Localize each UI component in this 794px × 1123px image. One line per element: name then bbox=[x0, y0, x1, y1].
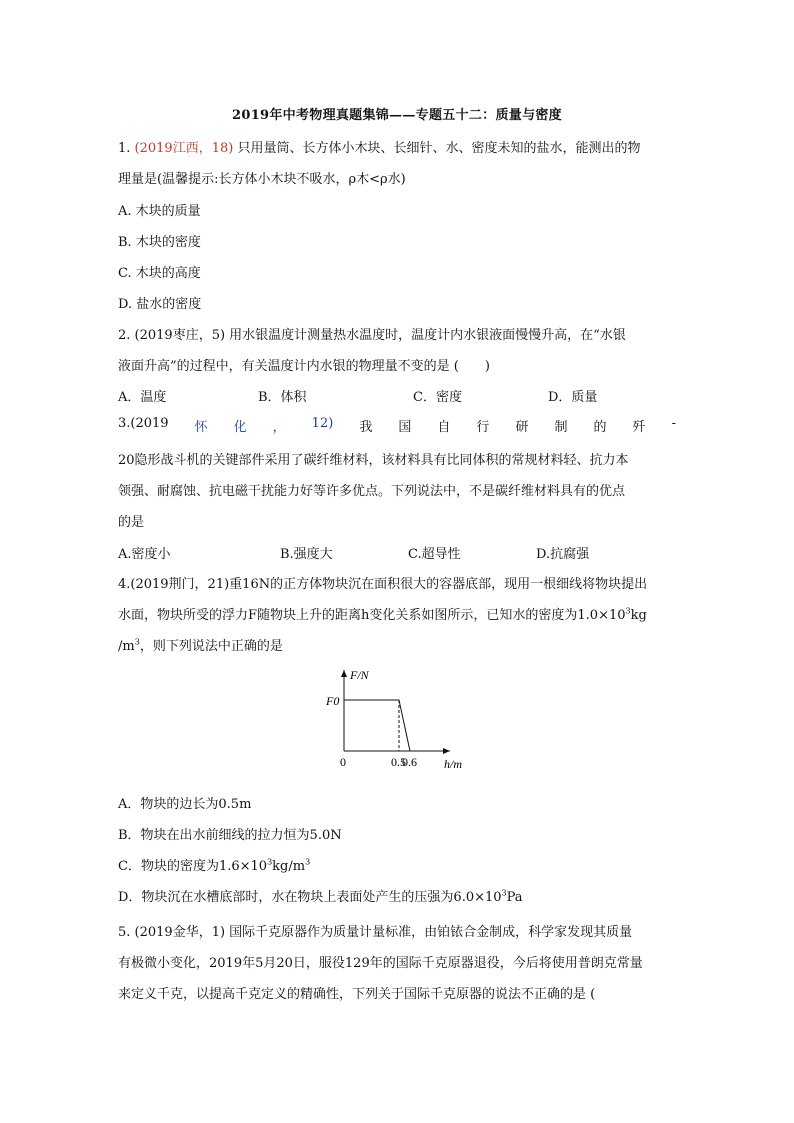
option-c bbox=[118, 855, 310, 874]
superscript: 3 bbox=[267, 857, 273, 867]
q3-part: 我 bbox=[359, 420, 373, 435]
question-3-line-4: 的是 bbox=[118, 515, 145, 530]
x-tick-label: 0.6 bbox=[402, 755, 417, 769]
option-text: Pa bbox=[506, 890, 523, 905]
superscript: 3 bbox=[625, 606, 631, 616]
q3-part: 歼 bbox=[632, 420, 646, 435]
option-text: kg/m bbox=[272, 859, 306, 874]
option-b: B．体积 bbox=[258, 390, 307, 405]
question-3-line-2: 20隐形战斗机的关键部件采用了碳纤维材料，该材料具有比同体积的常规材料轻、抗力本 bbox=[118, 453, 629, 468]
option-a: A. 木块的质量 bbox=[118, 204, 201, 219]
q4-text: kg bbox=[630, 608, 647, 623]
option-c: C.超导性 bbox=[408, 547, 461, 562]
q3-part: 行 bbox=[476, 420, 490, 435]
q3-part: 化 bbox=[233, 420, 247, 435]
question-4-line-3 bbox=[118, 635, 283, 654]
q3-part: 制 bbox=[554, 420, 568, 435]
q4-text: 水面，物块所受的浮力F随物块上升的距离h变化关系如图所示，已知水的密度为1.0×10 bbox=[118, 608, 626, 623]
option-c: C. 木块的高度 bbox=[118, 266, 201, 281]
q3-part: 12) bbox=[311, 416, 334, 431]
option-a: A.密度小 bbox=[118, 547, 171, 562]
q3-part: 3.(2019 bbox=[118, 416, 169, 431]
q3-part: 自 bbox=[437, 420, 451, 435]
q3-part: ， bbox=[272, 420, 286, 435]
q3-part: 怀 bbox=[194, 420, 208, 435]
option-a: A．温度 bbox=[118, 390, 167, 405]
option-d: D．质量 bbox=[548, 390, 598, 405]
page-title: 2019年中考物理真题集锦——专题五十二：质量与密度 bbox=[232, 108, 562, 123]
q3-part: 国 bbox=[398, 420, 412, 435]
question-5-line-1: 5. (2019金华，1) 国际千克原器作为质量计量标准，由铂铱合金制成，科学家发现其质量 bbox=[118, 925, 633, 940]
option-d bbox=[118, 886, 523, 905]
question-2-line-2: 液面升高”的过程中，有关温度计内水银的物理量不变的是 ( ) bbox=[118, 359, 490, 374]
force-height-chart bbox=[300, 660, 490, 776]
option-c: C．密度 bbox=[413, 390, 462, 405]
option-b: B．物块在出水前细线的拉力恒为5.0N bbox=[118, 828, 342, 843]
question-5-line-2: 有极微小变化，2019年5月20日，服役129年的国际千克原器退役，今后将使用普朗克常量 bbox=[118, 956, 643, 971]
x-tick-label: 0 bbox=[340, 755, 346, 769]
option-a: A．物块的边长为0.5m bbox=[118, 797, 252, 812]
option-text: C．物块的密度为1.6×10 bbox=[118, 859, 268, 874]
series-line bbox=[344, 700, 410, 751]
question-text: 只用量筒、长方体小木块、长细针、水、密度未知的盐水，能测出的物 bbox=[233, 141, 641, 156]
y-tick-label: F0 bbox=[326, 694, 340, 708]
question-1-line-2: 理量是(温馨提示:长方体小木块不吸水，ρ木<ρ水) bbox=[118, 172, 406, 187]
question-5-line-3: 来定义千克，以提高千克定义的精确性，下列关于国际千克原器的说法不正确的是 ( bbox=[118, 987, 596, 1002]
question-4-line-1: 4.(2019荆门，21)重16N的正方体物块沉在面积很大的容器底部，现用一根细线将物块提出 bbox=[118, 577, 648, 592]
option-d: D.抗腐强 bbox=[536, 547, 590, 562]
question-2-line-1: 2. (2019枣庄，5) 用水银温度计测量热水温度时，温度计内水银液面慢慢升高，在“水银 bbox=[118, 328, 626, 343]
question-4-line-2 bbox=[118, 604, 647, 623]
question-source: (2019江西，18) bbox=[134, 141, 234, 156]
q3-part: 研 bbox=[515, 420, 529, 435]
question-1-line-1 bbox=[118, 137, 640, 156]
q3-part: 的 bbox=[593, 420, 607, 435]
option-d: D. 盐水的密度 bbox=[118, 297, 202, 312]
question-number: 1. bbox=[118, 141, 135, 156]
question-3-line-3: 领强、耐腐蚀、抗电磁干扰能力好等许多优点。下列说法中，不是碳纤维材料具有的优点 bbox=[118, 484, 626, 499]
x-axis-label: h/m bbox=[444, 757, 462, 771]
superscript: 3 bbox=[134, 637, 140, 647]
y-axis-label: F/N bbox=[350, 668, 369, 682]
option-b: B.强度大 bbox=[280, 547, 333, 562]
x-tick-label: 0.5 bbox=[391, 755, 406, 769]
q4-text: ，则下列说法中正确的是 bbox=[139, 639, 283, 654]
question-3-line-1 bbox=[118, 416, 676, 435]
superscript: 3 bbox=[305, 857, 311, 867]
option-b: B. 木块的密度 bbox=[118, 235, 201, 250]
q3-part: - bbox=[671, 416, 676, 431]
option-text: D．物块沉在水槽底部时，水在物块上表面处产生的压强为6.0×10 bbox=[118, 890, 502, 905]
superscript: 3 bbox=[501, 888, 507, 898]
q4-text: /m bbox=[118, 639, 135, 654]
